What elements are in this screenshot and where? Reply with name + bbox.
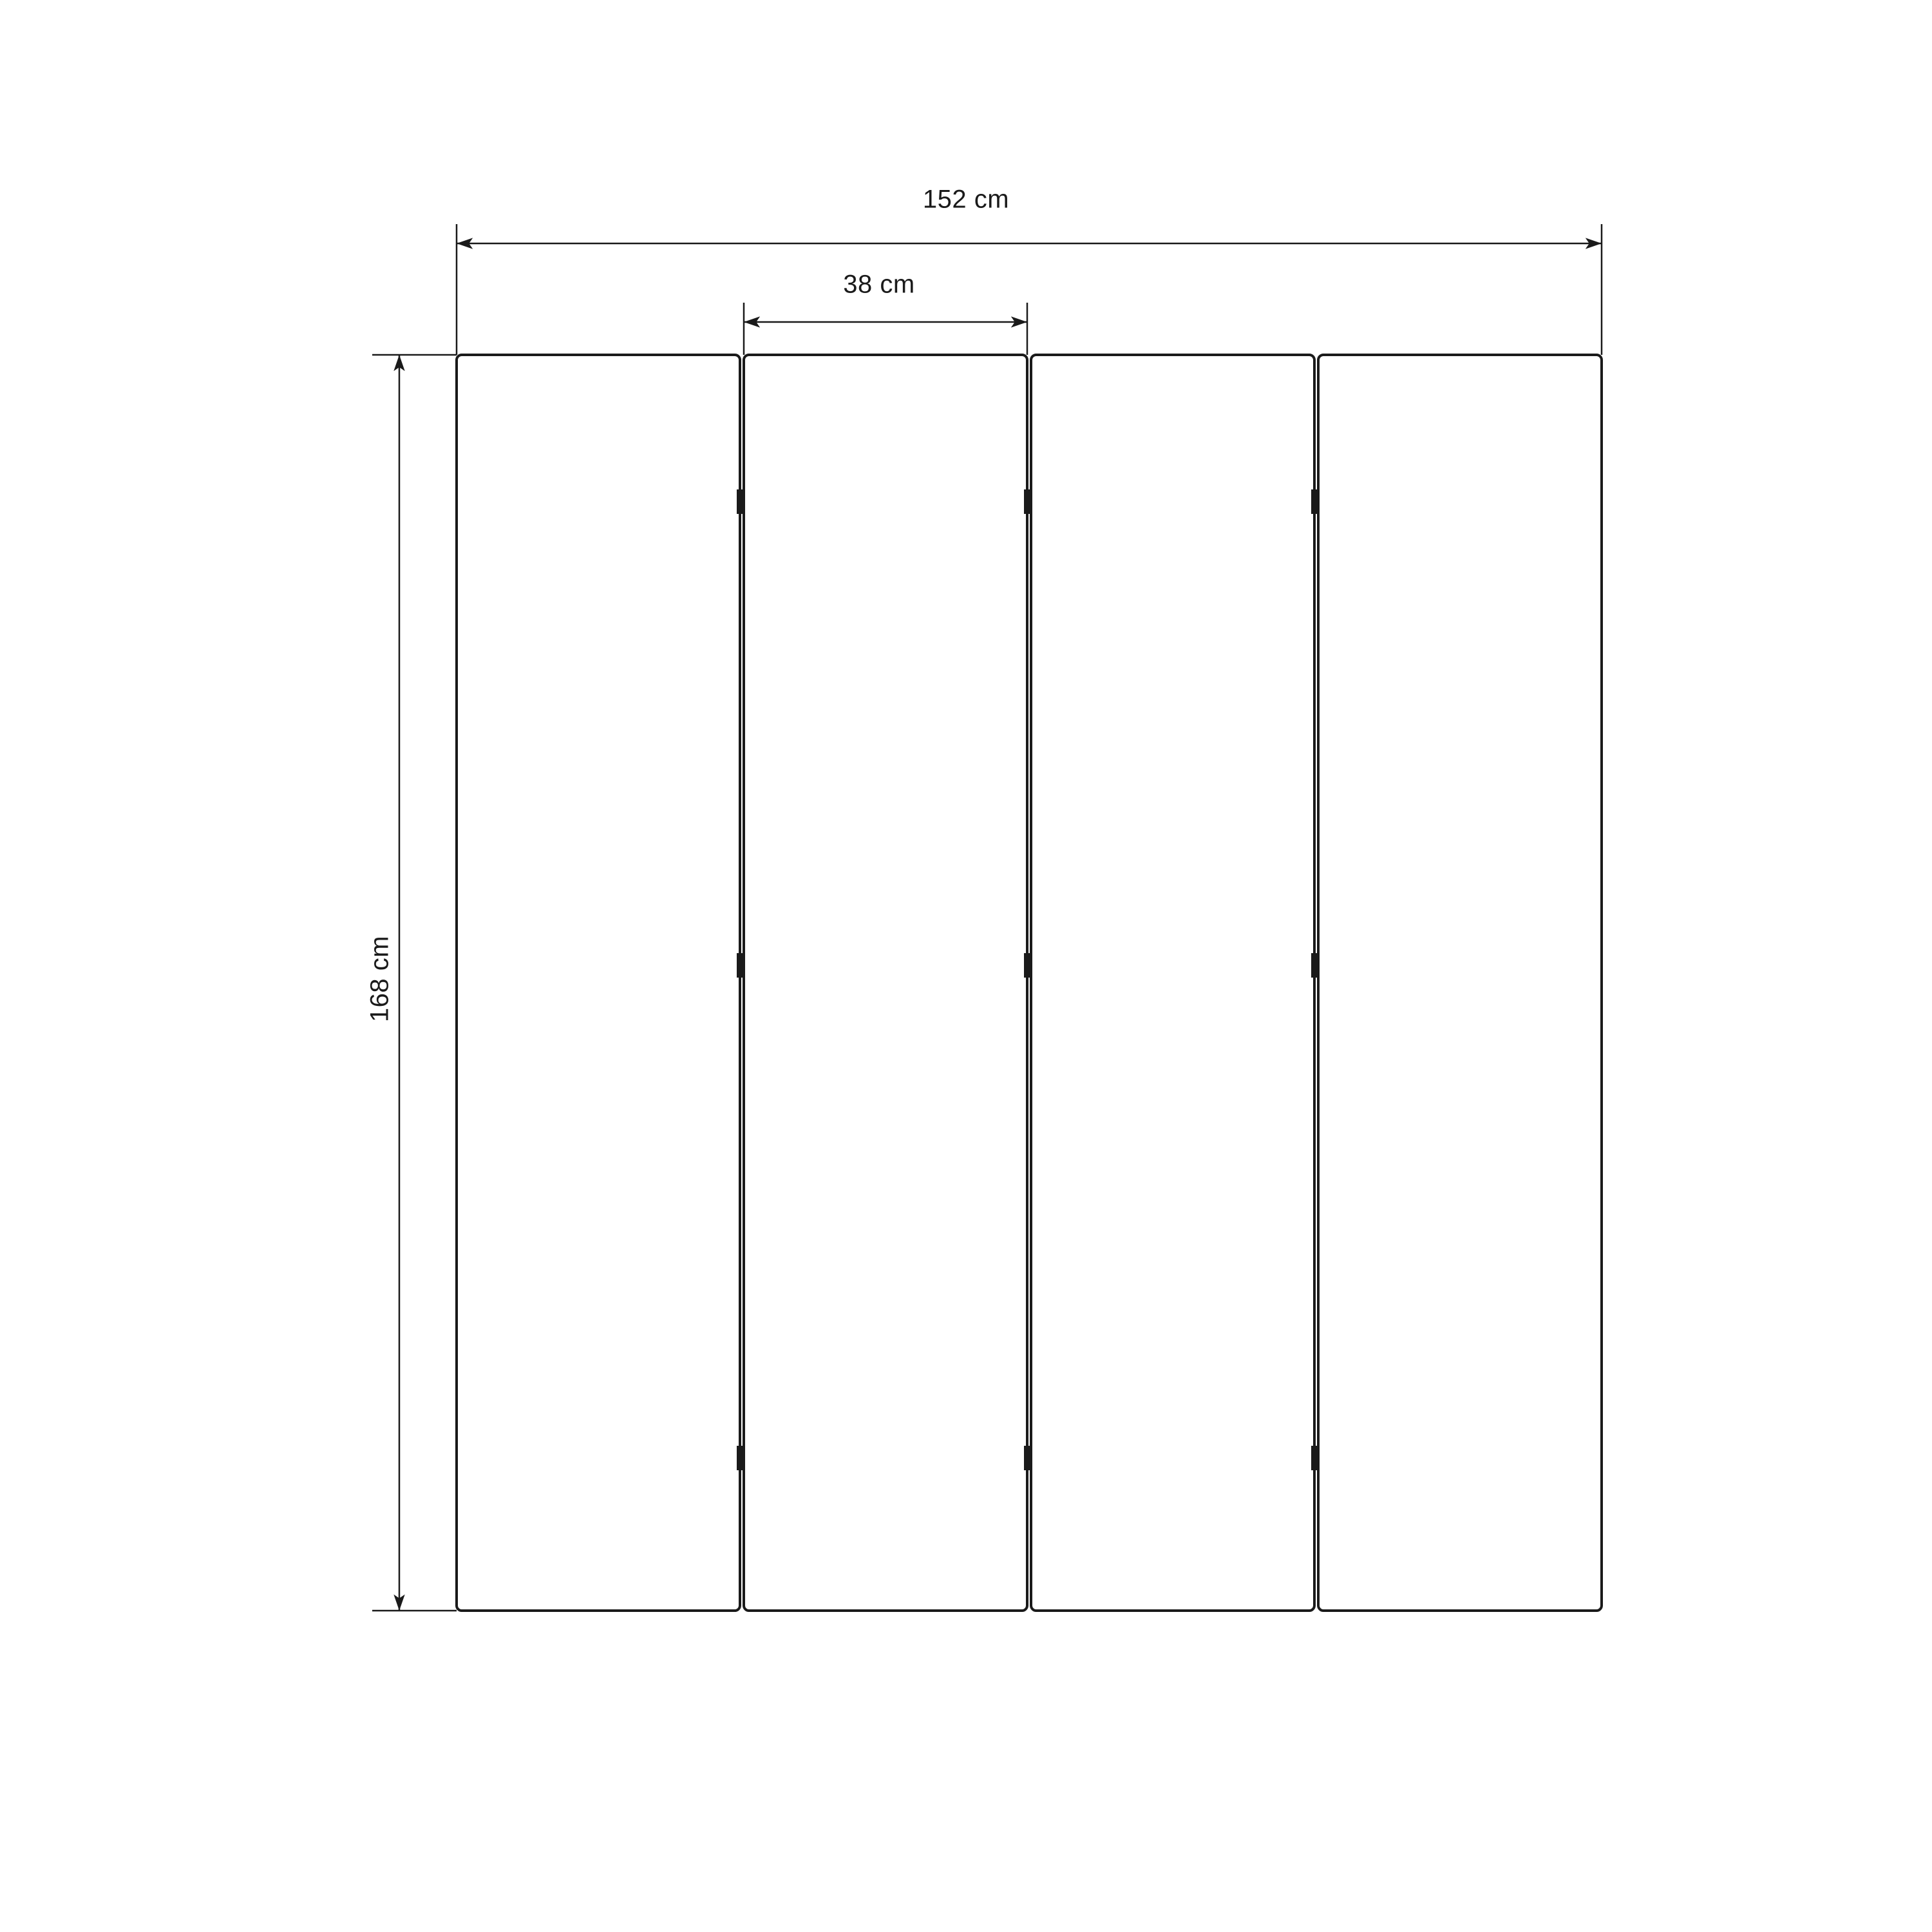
hinge-icon [1311,489,1319,514]
dimension-total-width [457,224,1602,355]
hinge-icon [1311,953,1319,978]
panel-2[interactable] [744,355,1027,1611]
hinge-icon [1024,953,1032,978]
hinge-icon [1311,1446,1319,1470]
panel-group [457,355,1602,1611]
panel-4[interactable] [1318,355,1602,1611]
hinge-icon [1024,1446,1032,1470]
dimension-panel-width [744,303,1027,355]
dimension-label-panel-width: 38 cm [843,270,915,299]
hinge-icon [1024,489,1032,514]
hinge-icon [737,489,744,514]
panel-1[interactable] [457,355,740,1611]
hinge-icon [737,1446,744,1470]
hinge-icon [737,953,744,978]
dimension-label-total-width: 152 cm [922,185,1010,214]
dimension-label-height: 168 cm [365,935,394,1023]
panel-3[interactable] [1031,355,1314,1611]
